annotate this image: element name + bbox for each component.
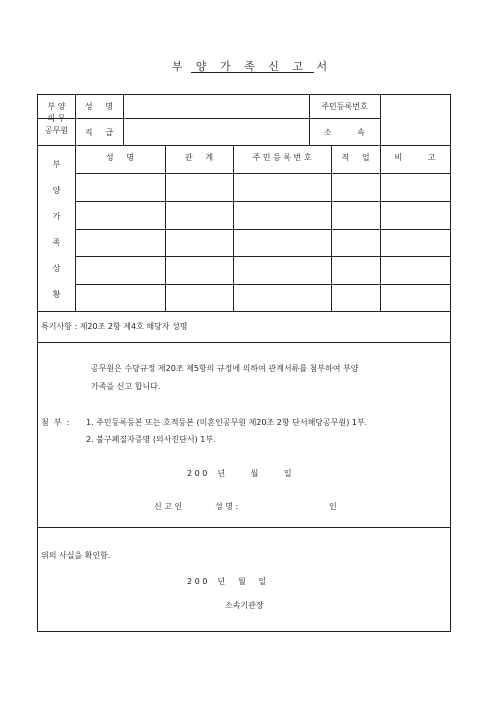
report-form: [37, 94, 451, 632]
rule: [331, 145, 332, 311]
official-label-line1: 부 양: [47, 102, 66, 111]
confirm-text: 위의 사실을 확인함.: [41, 551, 111, 560]
rule: [38, 527, 450, 528]
column-header-remarks: 비 고: [394, 153, 436, 162]
rule: [123, 95, 124, 145]
official-affiliation-label: 소 속: [324, 128, 365, 137]
column-header-occupation: 직 업: [341, 153, 370, 162]
attachments-label: 첨 부 :: [41, 418, 70, 427]
rule: [38, 118, 380, 119]
rule: [165, 145, 166, 311]
document-title: 부 양 가 족 신 고 서: [171, 60, 333, 73]
attachment-item-2: 2. 불구폐질자증명 (의사진단서) 1부.: [86, 435, 216, 444]
rule: [38, 342, 450, 343]
rule: [380, 145, 381, 311]
title-underline: [191, 72, 314, 73]
reporter-seal: 인: [329, 502, 337, 511]
column-header-id: 주 민 등 록 번 호: [252, 153, 312, 162]
rule: [75, 173, 450, 174]
rule: [75, 201, 450, 202]
official-id-label: 주민등록번호: [321, 102, 368, 111]
rule: [38, 145, 450, 146]
rule: [75, 145, 76, 311]
rule: [380, 95, 381, 145]
rule: [75, 284, 450, 285]
confirm-authority: 소속기관장: [225, 601, 264, 610]
rule: [75, 256, 450, 257]
official-label-line3: 공무원: [44, 126, 69, 135]
report-date: 2 0 0 년 월 일: [187, 469, 292, 478]
special-notes: 특기사항 : 제20조 2항 제4호 해당자 성명: [41, 322, 188, 331]
reporter-name-label: 성 명 :: [215, 502, 239, 511]
dependents-label-char: 상: [52, 264, 61, 273]
rule: [38, 311, 450, 312]
official-label-line2: 의 무: [47, 114, 66, 123]
reporter-label: 신 고 인: [154, 502, 183, 511]
attachment-item-1: 1. 주민등록등본 또는 호적등본 (미혼인공무원 제20조 2항 단서해당공무원) 1부.: [86, 418, 368, 427]
column-header-name: 성 명: [105, 153, 135, 162]
dependents-label-char: 가: [52, 212, 61, 221]
official-name-label: 성 명: [84, 102, 114, 111]
dependents-label-char: 부: [52, 160, 61, 169]
dependents-label-char: 족: [52, 238, 61, 247]
official-rank-label: 직 급: [84, 128, 114, 137]
dependents-label-char: 양: [52, 186, 61, 195]
rule: [233, 145, 234, 311]
dependents-label-char: 황: [52, 290, 61, 299]
statement-line2: 가족을 신고 합니다.: [91, 382, 161, 391]
column-header-relation: 관 계: [184, 153, 214, 162]
statement-line1: 공무원은 수당규정 제20조 제5항의 규정에 의하여 관계서류를 첨부하여 부양: [91, 364, 359, 373]
rule: [75, 229, 450, 230]
confirm-date: 2 0 0 년 월 일: [187, 577, 267, 586]
